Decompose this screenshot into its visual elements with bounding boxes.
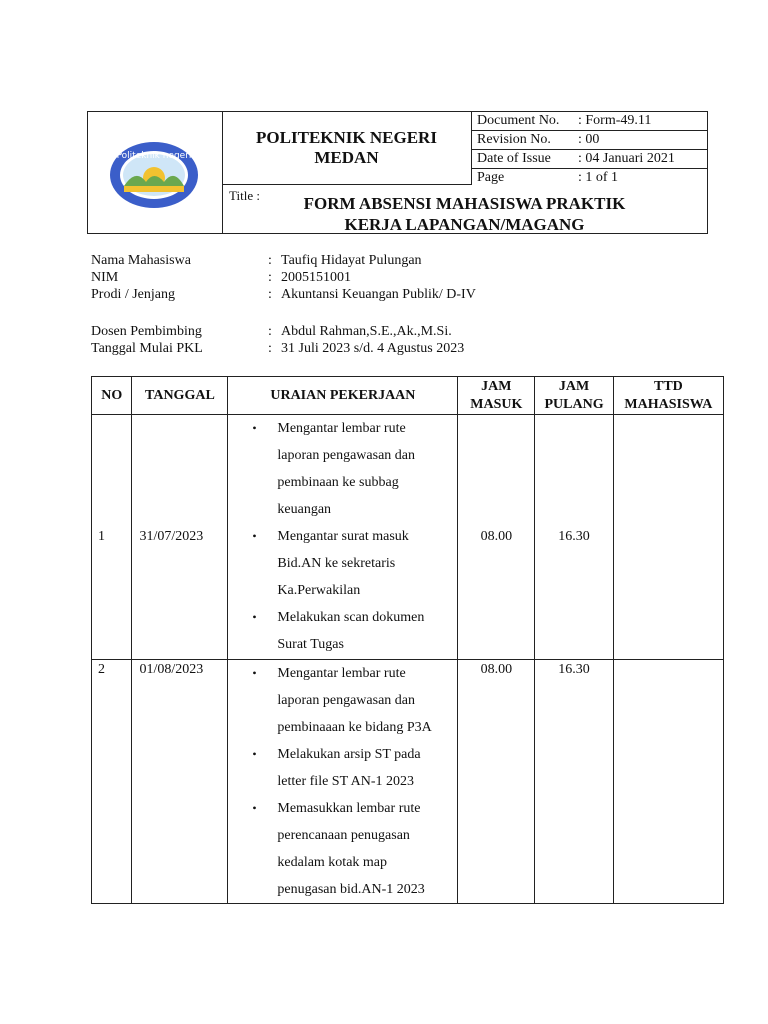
cell-jam-masuk: 08.00 xyxy=(458,660,535,904)
document-header xyxy=(87,111,708,234)
doc-info-value: : 04 Januari 2021 xyxy=(578,151,675,166)
bullet-icon: • xyxy=(252,801,257,815)
cell-jam-pulang: 16.30 xyxy=(535,660,613,904)
task-text: Melakukan scan dokumen Surat Tugas xyxy=(277,610,425,652)
cell-jam-pulang: 16.30 xyxy=(535,415,613,660)
doc-info-row xyxy=(471,112,707,131)
institution-name-line2: MEDAN xyxy=(314,148,379,167)
list-item xyxy=(228,604,457,658)
table-row xyxy=(92,660,724,904)
form-title-line1: FORM ABSENSI MAHASISWA PRAKTIK xyxy=(303,194,626,213)
col-header-no: NO xyxy=(92,377,132,415)
cell-tanggal: 01/08/2023 xyxy=(132,660,228,904)
col-header-ttd xyxy=(613,377,723,415)
list-item xyxy=(228,741,457,795)
cell-uraian xyxy=(228,660,458,904)
info-colon: : xyxy=(268,253,272,268)
logo-text: Politeknik negeri xyxy=(116,151,192,161)
info-value: 31 Juli 2023 s/d. 4 Agustus 2023 xyxy=(281,341,465,356)
info-colon: : xyxy=(268,341,272,356)
cell-uraian xyxy=(228,415,458,660)
info-value: 2005151001 xyxy=(281,270,351,285)
col-header-jam-pulang xyxy=(535,377,613,415)
form-title xyxy=(222,193,707,235)
form-title-line2: KERJA LAPANGAN/MAGANG xyxy=(344,215,585,234)
institution-cell xyxy=(222,112,472,185)
institution-name-line1: POLITEKNIK NEGERI xyxy=(256,128,437,147)
bullet-icon: • xyxy=(252,747,257,761)
info-label: Tanggal Mulai PKL xyxy=(91,341,203,356)
table-row xyxy=(92,415,724,660)
bullet-icon: • xyxy=(252,529,257,543)
col-header-jam-pulang-line1: JAM xyxy=(558,378,590,394)
info-label: Nama Mahasiswa xyxy=(91,253,191,268)
doc-info-row xyxy=(471,150,707,169)
bullet-icon: • xyxy=(252,421,257,435)
table-header-row xyxy=(92,377,724,415)
info-value: Taufiq Hidayat Pulungan xyxy=(281,253,422,268)
info-label: Prodi / Jenjang xyxy=(91,287,175,302)
cell-tanggal: 31/07/2023 xyxy=(132,415,228,660)
col-header-uraian: URAIAN PEKERJAAN xyxy=(228,377,458,415)
info-label: Dosen Pembimbing xyxy=(91,324,202,339)
bullet-icon: • xyxy=(252,610,257,624)
institution-logo xyxy=(88,112,222,233)
cell-ttd xyxy=(613,660,723,904)
info-colon: : xyxy=(268,270,272,285)
task-text: Mengantar surat masuk Bid.AN ke sekretaris Ka.Perwakilan xyxy=(277,529,409,598)
cell-no: 2 xyxy=(92,660,132,904)
doc-info-key: Page xyxy=(477,170,505,185)
list-item xyxy=(228,795,457,903)
list-item xyxy=(228,415,457,523)
doc-info-value: : 1 of 1 xyxy=(578,170,619,185)
doc-info-value: : 00 xyxy=(578,132,600,147)
doc-info-value: : Form-49.11 xyxy=(578,113,652,128)
doc-info-key: Date of Issue xyxy=(477,151,551,166)
info-label: NIM xyxy=(91,270,119,285)
attendance-table xyxy=(91,376,724,904)
task-text: Memasukkan lembar rute perencanaan penugasan kedalam kotak map penugasan bid.AN-1 2023 xyxy=(277,801,425,897)
col-header-jam-masuk xyxy=(458,377,535,415)
list-item xyxy=(228,660,457,741)
task-text: Mengantar lembar rute laporan pengawasan dan pembinaaan ke bidang P3A xyxy=(277,666,432,735)
doc-info-key: Revision No. xyxy=(477,132,551,147)
task-list xyxy=(228,660,457,903)
info-colon: : xyxy=(268,324,272,339)
col-header-jam-masuk-line1: JAM xyxy=(481,378,512,394)
info-value: Akuntansi Keuangan Publik/ D-IV xyxy=(281,287,476,302)
title-label: Title : xyxy=(229,188,260,203)
task-list xyxy=(228,415,457,658)
col-header-tanggal: TANGGAL xyxy=(132,377,228,415)
cell-ttd xyxy=(613,415,723,660)
document-info xyxy=(471,112,707,187)
col-header-jam-pulang-line2: PULANG xyxy=(544,396,604,412)
doc-info-key: Document No. xyxy=(477,113,560,128)
task-text: Melakukan arsip ST pada letter file ST AN-1 2023 xyxy=(277,747,421,789)
col-header-ttd-line1: TTD xyxy=(653,378,683,394)
cell-no: 1 xyxy=(92,415,132,660)
institution-name xyxy=(222,128,471,168)
col-header-jam-masuk-line2: MASUK xyxy=(470,396,523,412)
logo-cell xyxy=(88,112,223,233)
cell-jam-masuk: 08.00 xyxy=(458,415,535,660)
list-item xyxy=(228,523,457,604)
col-header-ttd-line2: MAHASISWA xyxy=(624,396,713,412)
bullet-icon: • xyxy=(252,666,257,680)
doc-info-row xyxy=(471,131,707,150)
info-colon: : xyxy=(268,287,272,302)
info-value: Abdul Rahman,S.E.,Ak.,M.Si. xyxy=(281,324,452,339)
task-text: Mengantar lembar rute laporan pengawasan dan pembinaan ke subbag keuangan xyxy=(277,421,415,517)
doc-info-row xyxy=(471,169,707,187)
